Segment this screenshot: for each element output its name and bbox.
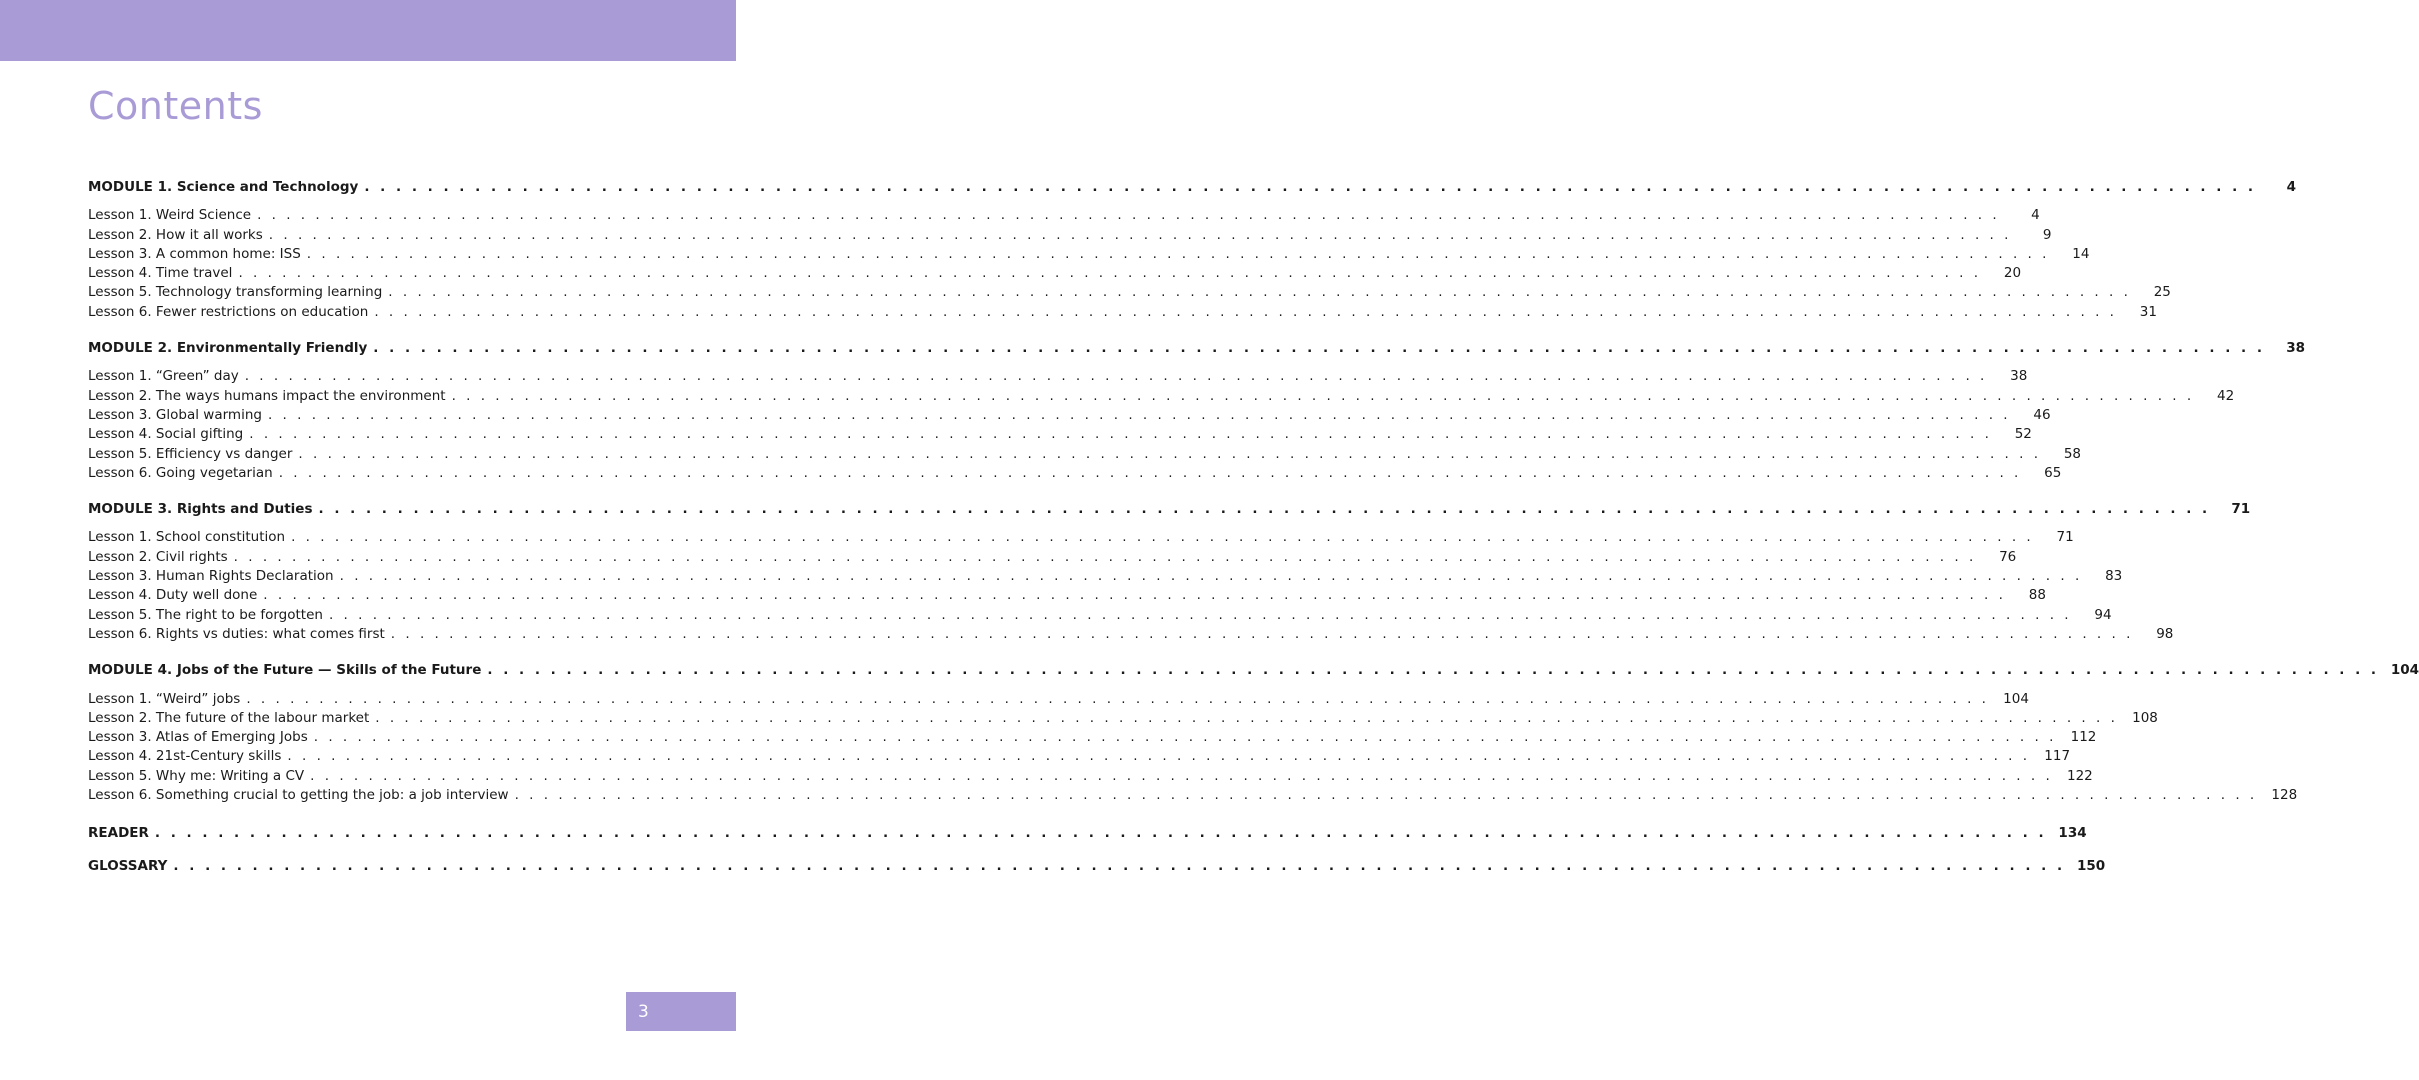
toc-reader-entry-title: READER <box>88 825 149 842</box>
page-number-tab <box>626 992 736 1031</box>
toc-lesson-entry-title: Lesson 2. The future of the labour market <box>88 709 370 726</box>
header-band <box>0 0 736 61</box>
toc-lesson-entry-page: 71 <box>2056 529 2074 546</box>
toc-lesson-entry[interactable] <box>88 586 2046 605</box>
dot-leader: . . . . . . . . . . . . . . . . . . . . . . . . . . . . . . . . . . . . . . . . . . . . . . . . . . . . . . . . . . . . . . . . . . . . . . . . . . . . . . . . . . . . . . . . . . . . . . . . . . . . . . . . . . . . . . . . . . . . . . . . <box>238 265 1982 282</box>
toc-lesson-entry[interactable] <box>88 747 2071 766</box>
dot-leader: . . . . . . . . . . . . . . . . . . . . . . . . . . . . . . . . . . . . . . . . . . . . . . . . . . . . . . . . . . . . . . . . . . . . . . . . . . . . . . . . . . . . . . . . . . . . . . . . . . . . . . . . . . . . . . . . . . . . . . . . <box>313 729 2057 746</box>
dot-leader: . . . . . . . . . . . . . . . . . . . . . . . . . . . . . . . . . . . . . . . . . . . . . . . . . . . . . . . . . . . . . . . . . . . . . . . . . . . . . . . . . . . . . . . . . . . . . . . . . . . . . . . . . . . . . . . . . . . . . . . . <box>268 226 2012 243</box>
toc-glossary-entry[interactable] <box>88 857 2106 876</box>
toc-module-heading-title: MODULE 2. Environmentally Friendly <box>88 340 368 357</box>
toc-lesson-entry-page: 128 <box>2271 787 2298 804</box>
dot-leader: . . . . . . . . . . . . . . . . . . . . . . . . . . . . . . . . . . . . . . . . . . . . . . . . . . . . . . . . . . . . . . . . . . . . . . . . . . . . . . . . . . . . . . . . . . . . . . . . . . . . . . . . . . . . . . . . . . . . . . . . <box>373 340 2265 357</box>
toc-lesson-entry-page: 4 <box>2031 207 2040 224</box>
toc-lesson-entry-page: 52 <box>2014 426 2032 443</box>
toc-lesson-entry[interactable] <box>88 528 2074 547</box>
toc-lesson-entry-page: 14 <box>2072 245 2090 262</box>
toc-lesson-entry[interactable] <box>88 367 2028 386</box>
toc-lesson-entry[interactable] <box>88 690 2029 709</box>
toc-lesson-entry[interactable] <box>88 245 2090 264</box>
dot-leader: . . . . . . . . . . . . . . . . . . . . . . . . . . . . . . . . . . . . . . . . . . . . . . . . . . . . . . . . . . . . . . . . . . . . . . . . . . . . . . . . . . . . . . . . . . . . . . . . . . . . . . . . . . . . . . . . . . . . . . . . <box>451 387 2195 404</box>
toc-lesson-entry[interactable] <box>88 567 2123 586</box>
toc-reader-entry[interactable] <box>88 824 2087 843</box>
toc-lesson-entry-title: Lesson 6. Rights vs duties: what comes first <box>88 625 385 642</box>
toc-module-heading-page: 38 <box>2286 340 2305 357</box>
toc-lesson-entry-title: Lesson 5. Technology transforming learning <box>88 284 383 301</box>
toc-lesson-entry-page: 108 <box>2132 709 2158 726</box>
toc-lesson-entry-title: Lesson 5. The right to be forgotten <box>88 606 323 623</box>
toc-lesson-entry-title: Lesson 3. Atlas of Emerging Jobs <box>88 729 308 746</box>
dot-leader: . . . . . . . . . . . . . . . . . . . . . . . . . . . . . . . . . . . . . . . . . . . . . . . . . . . . . . . . . . . . . . . . . . . . . . . . . . . . . . . . . . . . . . . . . . . . . . . . . . . . . . . . . . . . . . . . . . . . . . . . <box>233 548 1977 565</box>
toc-module-heading[interactable] <box>88 339 2305 358</box>
toc-lesson-entry-title: Lesson 2. How it all works <box>88 226 263 243</box>
toc-module-heading[interactable] <box>88 661 2419 680</box>
dot-leader: . . . . . . . . . . . . . . . . . . . . . . . . . . . . . . . . . . . . . . . . . . . . . . . . . . . . . . . . . . . . . . . . . . . . . . . . . . . . . . . . . . . . . . . . . . . . . . . . . . . . . . . . . . . . . . . . . . . . . . . . <box>375 709 2118 726</box>
dot-leader: . . . . . . . . . . . . . . . . . . . . . . . . . . . . . . . . . . . . . . . . . . . . . . . . . . . . . . . . . . . . . . . . . . . . . . . . . . . . . . . . . . . . . . . . . . . . . . . . . . . . . . . . . . . . . . . . . . . . . . . . <box>278 464 2022 481</box>
dot-leader: . . . . . . . . . . . . . . . . . . . . . . . . . . . . . . . . . . . . . . . . . . . . . . . . . . . . . . . . . . . . . . . . . . . . . . . . . . . . . . . . . . . . . . . . . . . . . . . . . . . . . . . . . . . . . . . . . . . . . . . . <box>154 825 2047 842</box>
toc-lesson-entry-page: 65 <box>2044 464 2062 481</box>
dot-leader: . . . . . . . . . . . . . . . . . . . . . . . . . . . . . . . . . . . . . . . . . . . . . . . . . . . . . . . . . . . . . . . . . . . . . . . . . . . . . . . . . . . . . . . . . . . . . . . . . . . . . . . . . . . . . . . . . . . . . . . . <box>298 445 2042 462</box>
toc-lesson-entry-title: Lesson 6. Going vegetarian <box>88 464 273 481</box>
toc-lesson-entry-title: Lesson 4. 21st-Century skills <box>88 748 282 765</box>
toc-lesson-entry[interactable] <box>88 625 2174 644</box>
toc-lesson-entry-page: 42 <box>2217 387 2235 404</box>
toc-module-heading-title: MODULE 3. Rights and Duties <box>88 501 313 518</box>
toc-lesson-entry-title: Lesson 6. Fewer restrictions on education <box>88 303 369 320</box>
toc-glossary-entry-page: 150 <box>2076 857 2106 874</box>
toc-glossary-entry-title: GLOSSARY <box>88 857 168 874</box>
toc-lesson-entry-title: Lesson 1. “Weird” jobs <box>88 690 241 707</box>
toc-lesson-entry[interactable] <box>88 728 2097 747</box>
dot-leader: . . . . . . . . . . . . . . . . . . . . . . . . . . . . . . . . . . . . . . . . . . . . . . . . . . . . . . . . . . . . . . . . . . . . . . . . . . . . . . . . . . . . . . . . . . . . . . . . . . . . . . . . . . . . . . . . . . . . . . . . <box>388 284 2131 301</box>
toc-module-heading-title: MODULE 4. Jobs of the Future — Skills of the Future <box>88 662 482 679</box>
toc-lesson-entry-page: 58 <box>2063 445 2082 462</box>
dot-leader: . . . . . . . . . . . . . . . . . . . . . . . . . . . . . . . . . . . . . . . . . . . . . . . . . . . . . . . . . . . . . . . . . . . . . . . . . . . . . . . . . . . . . . . . . . . . . . . . . . . . . . . . . . . . . . . . . . . . . . . . <box>364 179 2257 195</box>
toc-lesson-entry[interactable] <box>88 303 2157 322</box>
toc-lesson-entry-page: 88 <box>2028 587 2046 604</box>
dot-leader: . . . . . . . . . . . . . . . . . . . . . . . . . . . . . . . . . . . . . . . . . . . . . . . . . . . . . . . . . . . . . . . . . . . . . . . . . . . . . . . . . . . . . . . . . . . . . . . . . . . . . . . . . . . . . . . . . . . . . . . . <box>514 787 2258 804</box>
toc-lesson-entry-title: Lesson 1. Weird Science <box>88 207 252 224</box>
toc-lesson-entry-title: Lesson 4. Duty well done <box>88 587 258 604</box>
toc-lesson-entry-title: Lesson 3. Human Rights Declaration <box>88 568 334 585</box>
toc-lesson-entry-page: 38 <box>2010 368 2028 385</box>
toc-lesson-entry[interactable] <box>88 445 2082 464</box>
dot-leader: . . . . . . . . . . . . . . . . . . . . . . . . . . . . . . . . . . . . . . . . . . . . . . . . . . . . . . . . . . . . . . . . . . . . . . . . . . . . . . . . . . . . . . . . . . . . . . . . . . . . . . . . . . . . . . . . . . . . . . . . <box>291 529 2034 546</box>
toc-module-heading-page: 4 <box>2286 179 2297 195</box>
toc-lesson-entry-title: Lesson 3. A common home: ISS <box>88 245 301 262</box>
toc-lesson-entry-page: 9 <box>2042 226 2052 243</box>
table-of-contents <box>88 176 2419 876</box>
toc-lesson-entry[interactable] <box>88 264 2022 283</box>
page-title: Contents <box>88 84 263 128</box>
dot-leader: . . . . . . . . . . . . . . . . . . . . . . . . . . . . . . . . . . . . . . . . . . . . . . . . . . . . . . . . . . . . . . . . . . . . . . . . . . . . . . . . . . . . . . . . . . . . . . . . . . . . . . . . . . . . . . . . . . . . . . . . <box>339 568 2083 585</box>
toc-lesson-entry[interactable] <box>88 606 2112 625</box>
toc-lesson-entry-page: 112 <box>2070 729 2097 746</box>
toc-module-heading-page: 104 <box>2390 662 2419 679</box>
dot-leader: . . . . . . . . . . . . . . . . . . . . . . . . . . . . . . . . . . . . . . . . . . . . . . . . . . . . . . . . . . . . . . . . . . . . . . . . . . . . . . . . . . . . . . . . . . . . . . . . . . . . . . . . . . . . . . . . . . . . . . . . <box>267 406 2011 423</box>
toc-lesson-entry[interactable] <box>88 283 2171 302</box>
toc-module-heading[interactable] <box>88 178 2297 197</box>
toc-lesson-entry-title: Lesson 1. School constitution <box>88 529 286 546</box>
toc-lesson-entry-page: 83 <box>2105 568 2123 585</box>
toc-lesson-entry-page: 76 <box>1999 548 2017 565</box>
dot-leader: . . . . . . . . . . . . . . . . . . . . . . . . . . . . . . . . . . . . . . . . . . . . . . . . . . . . . . . . . . . . . . . . . . . . . . . . . . . . . . . . . . . . . . . . . . . . . . . . . . . . . . . . . . . . . . . . . . . . . . . . <box>374 303 2117 320</box>
toc-lesson-entry-title: Lesson 4. Time travel <box>88 265 233 282</box>
dot-leader: . . . . . . . . . . . . . . . . . . . . . . . . . . . . . . . . . . . . . . . . . . . . . . . . . . . . . . . . . . . . . . . . . . . . . . . . . . . . . . . . . . . . . . . . . . . . . . . . . . . . . . . . . . . . . . . . . . . . . . . . <box>244 368 1988 385</box>
toc-lesson-entry[interactable] <box>88 406 2051 425</box>
page-number: 3 <box>638 1001 649 1022</box>
toc-lesson-entry-page: 98 <box>2156 625 2174 642</box>
toc-lesson-entry-page: 20 <box>2003 265 2022 282</box>
toc-lesson-entry[interactable] <box>88 226 2052 245</box>
toc-lesson-entry-page: 117 <box>2044 748 2071 765</box>
toc-lesson-entry[interactable] <box>88 206 2040 225</box>
toc-lesson-entry[interactable] <box>88 786 2298 805</box>
toc-lesson-entry-title: Lesson 5. Efficiency vs danger <box>88 445 293 462</box>
toc-lesson-entry-title: Lesson 6. Something crucial to getting the job: a job interview <box>88 787 509 804</box>
toc-lesson-entry-title: Lesson 3. Global warming <box>88 406 262 423</box>
toc-lesson-entry-title: Lesson 2. Civil rights <box>88 548 228 565</box>
toc-lesson-entry[interactable] <box>88 548 2017 567</box>
toc-lesson-entry[interactable] <box>88 767 2093 786</box>
toc-lesson-entry-page: 104 <box>2003 690 2029 707</box>
toc-lesson-entry-page: 25 <box>2153 284 2171 301</box>
toc-lesson-entry-page: 94 <box>2094 606 2112 623</box>
dot-leader: . . . . . . . . . . . . . . . . . . . . . . . . . . . . . . . . . . . . . . . . . . . . . . . . . . . . . . . . . . . . . . . . . . . . . . . . . . . . . . . . . . . . . . . . . . . . . . . . . . . . . . . . . . . . . . . . . . . . . . . . <box>263 587 2006 604</box>
toc-lesson-entry-title: Lesson 1. “Green” day <box>88 368 239 385</box>
dot-leader: . . . . . . . . . . . . . . . . . . . . . . . . . . . . . . . . . . . . . . . . . . . . . . . . . . . . . . . . . . . . . . . . . . . . . . . . . . . . . . . . . . . . . . . . . . . . . . . . . . . . . . . . . . . . . . . . . . . . . . . . <box>318 501 2211 518</box>
dot-leader: . . . . . . . . . . . . . . . . . . . . . . . . . . . . . . . . . . . . . . . . . . . . . . . . . . . . . . . . . . . . . . . . . . . . . . . . . . . . . . . . . . . . . . . . . . . . . . . . . . . . . . . . . . . . . . . . . . . . . . . . <box>173 857 2066 874</box>
toc-lesson-entry-page: 122 <box>2067 767 2093 784</box>
toc-lesson-entry-title: Lesson 4. Social gifting <box>88 426 244 443</box>
toc-lesson-entry[interactable] <box>88 425 2032 444</box>
toc-lesson-entry[interactable] <box>88 464 2062 483</box>
dot-leader: . . . . . . . . . . . . . . . . . . . . . . . . . . . . . . . . . . . . . . . . . . . . . . . . . . . . . . . . . . . . . . . . . . . . . . . . . . . . . . . . . . . . . . . . . . . . . . . . . . . . . . . . . . . . . . . . . . . . . . . . <box>257 207 2000 224</box>
toc-lesson-entry-title: Lesson 2. The ways humans impact the environment <box>88 387 446 404</box>
toc-module-heading-title: MODULE 1. Science and Technology <box>88 179 359 195</box>
dot-leader: . . . . . . . . . . . . . . . . . . . . . . . . . . . . . . . . . . . . . . . . . . . . . . . . . . . . . . . . . . . . . . . . . . . . . . . . . . . . . . . . . . . . . . . . . . . . . . . . . . . . . . . . . . . . . . . . . . . . . . . . <box>328 606 2072 623</box>
dot-leader: . . . . . . . . . . . . . . . . . . . . . . . . . . . . . . . . . . . . . . . . . . . . . . . . . . . . . . . . . . . . . . . . . . . . . . . . . . . . . . . . . . . . . . . . . . . . . . . . . . . . . . . . . . . . . . . . . . . . . . . . <box>487 662 2380 679</box>
dot-leader: . . . . . . . . . . . . . . . . . . . . . . . . . . . . . . . . . . . . . . . . . . . . . . . . . . . . . . . . . . . . . . . . . . . . . . . . . . . . . . . . . . . . . . . . . . . . . . . . . . . . . . . . . . . . . . . . . . . . . . . . <box>246 690 1989 707</box>
dot-leader: . . . . . . . . . . . . . . . . . . . . . . . . . . . . . . . . . . . . . . . . . . . . . . . . . . . . . . . . . . . . . . . . . . . . . . . . . . . . . . . . . . . . . . . . . . . . . . . . . . . . . . . . . . . . . . . . . . . . . . . . <box>306 245 2050 262</box>
dot-leader: . . . . . . . . . . . . . . . . . . . . . . . . . . . . . . . . . . . . . . . . . . . . . . . . . . . . . . . . . . . . . . . . . . . . . . . . . . . . . . . . . . . . . . . . . . . . . . . . . . . . . . . . . . . . . . . . . . . . . . . . <box>390 625 2134 642</box>
dot-leader: . . . . . . . . . . . . . . . . . . . . . . . . . . . . . . . . . . . . . . . . . . . . . . . . . . . . . . . . . . . . . . . . . . . . . . . . . . . . . . . . . . . . . . . . . . . . . . . . . . . . . . . . . . . . . . . . . . . . . . . . <box>310 767 2053 784</box>
toc-lesson-entry-page: 31 <box>2139 303 2157 320</box>
toc-lesson-entry-title: Lesson 5. Why me: Writing a CV <box>88 767 305 784</box>
dot-leader: . . . . . . . . . . . . . . . . . . . . . . . . . . . . . . . . . . . . . . . . . . . . . . . . . . . . . . . . . . . . . . . . . . . . . . . . . . . . . . . . . . . . . . . . . . . . . . . . . . . . . . . . . . . . . . . . . . . . . . . . <box>287 748 2031 765</box>
toc-module-heading-page: 71 <box>2231 501 2251 518</box>
toc-reader-entry-page: 134 <box>2058 825 2087 842</box>
toc-lesson-entry[interactable] <box>88 387 2235 406</box>
toc-lesson-entry[interactable] <box>88 709 2158 728</box>
toc-module-heading[interactable] <box>88 500 2251 519</box>
dot-leader: . . . . . . . . . . . . . . . . . . . . . . . . . . . . . . . . . . . . . . . . . . . . . . . . . . . . . . . . . . . . . . . . . . . . . . . . . . . . . . . . . . . . . . . . . . . . . . . . . . . . . . . . . . . . . . . . . . . . . . . . <box>249 426 1992 443</box>
toc-lesson-entry-page: 46 <box>2033 406 2051 423</box>
